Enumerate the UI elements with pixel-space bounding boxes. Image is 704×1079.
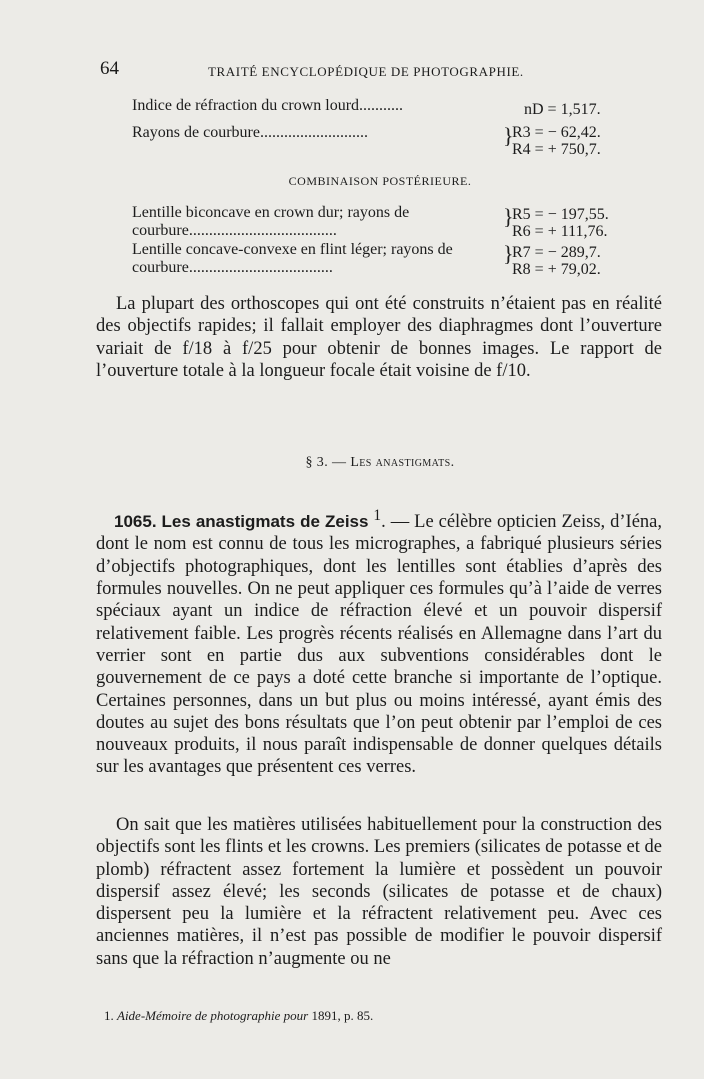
spec-label: Lentille concave-convexe en flint léger; rayons de courbure.................................... — [132, 241, 453, 276]
footnote-number: 1. — [104, 1008, 114, 1023]
article-text: . — Le célèbre opticien Zeiss, d’Iéna, dont le nom est connu de tous les micrographes, a fabriqué plusieurs séries d’objectifs photographiques, dont les lentilles sont établies d’après des formules nouvelles. On ne peut appliquer ces formules qu’à l’aide de verres spéciaux ayant un indice de réfraction élevé et un pouvoir dispersif relativement faible. Les progrès récents réalisés en Allemagne dans l’art du verrier sont en partie dus aux subventions considérables dont le gouvernement de ce pays a doté cette branche si importante de l’optique. Certaines personnes, dans un but plus ou moins intéressé, ayant émis des doutes au sujet des bons résultats que l’on peut obtenir par l’emploi de ces nouveaux produits, il nous paraît indispensable de donner quelques détails sur les avantages que présentent ces verres. — [96, 512, 663, 778]
spec-value: R7 = − 289,7. — [512, 244, 601, 261]
footnote-source: Aide-Mémoire de photographie pour — [117, 1008, 309, 1023]
paragraph-materials: On sait que les matières utilisées habituellement pour la construction des objectifs sont les flints et les crowns. Les premiers (silicates de potasse et de plomb) réfractent assez fortement la lumière et possèdent un pouvoir dispersif assez élevé; les seconds (silicates de potasse et de chaux) dispersent peu la lumière et la réfractent relativement peu. Avec ces anciennes matières, il n’est pas possible de modifier le pouvoir dispersif sans que la réfraction n’augmente ou ne — [96, 815, 662, 969]
combination-heading: COMBINAISON POSTÉRIEURE. — [288, 174, 472, 188]
spec-label: Rayons de courbure........................... — [132, 124, 368, 141]
spec-value: R6 = + 111,76. — [512, 223, 608, 240]
footnote-ref: 1 — [373, 507, 382, 524]
footnote-tail: 1891, p. 85. — [311, 1008, 374, 1023]
brace-icon: } — [503, 241, 514, 266]
spec-value: R8 = + 79,02. — [512, 261, 601, 278]
spec-label: Indice de réfraction du crown lourd........... — [132, 97, 404, 114]
paragraph-orthoscopes: La plupart des orthoscopes qui ont été construits n’étaient pas en réalité des objectifs rapides; il fallait employer des diaphragmes dont l’ouverture variait de f/18 à f/25 pour obtenir de bonnes images. Le rapport de l’ouverture totale à la longueur focale était voisine de f/10. — [96, 294, 662, 381]
section-number: § 3. — — [305, 455, 347, 470]
section-name: Les anastigmats. — [350, 455, 455, 470]
running-title: TRAITÉ ENCYCLOPÉDIQUE DE PHOTOGRAPHIE. — [208, 64, 524, 79]
page-header — [100, 58, 660, 82]
brace-icon: } — [503, 204, 514, 229]
article-number: 1065. — [114, 512, 157, 532]
spec-label: Lentille biconcave en crown dur; rayons de courbure..................................... — [132, 204, 410, 239]
spec-value: nD = 1,517. — [524, 101, 601, 118]
spec-value: R3 = − 62,42. — [512, 124, 601, 141]
page-number: 64 — [100, 58, 119, 79]
section-title — [0, 455, 704, 471]
spec-value: R4 = + 750,7. — [512, 141, 601, 158]
article-title: Les anastigmats de Zeiss — [161, 512, 369, 532]
brace-icon: } — [503, 123, 514, 148]
spec-value: R5 = − 197,55. — [512, 206, 609, 223]
footnote — [104, 1008, 373, 1024]
paragraph-zeiss — [96, 505, 662, 779]
